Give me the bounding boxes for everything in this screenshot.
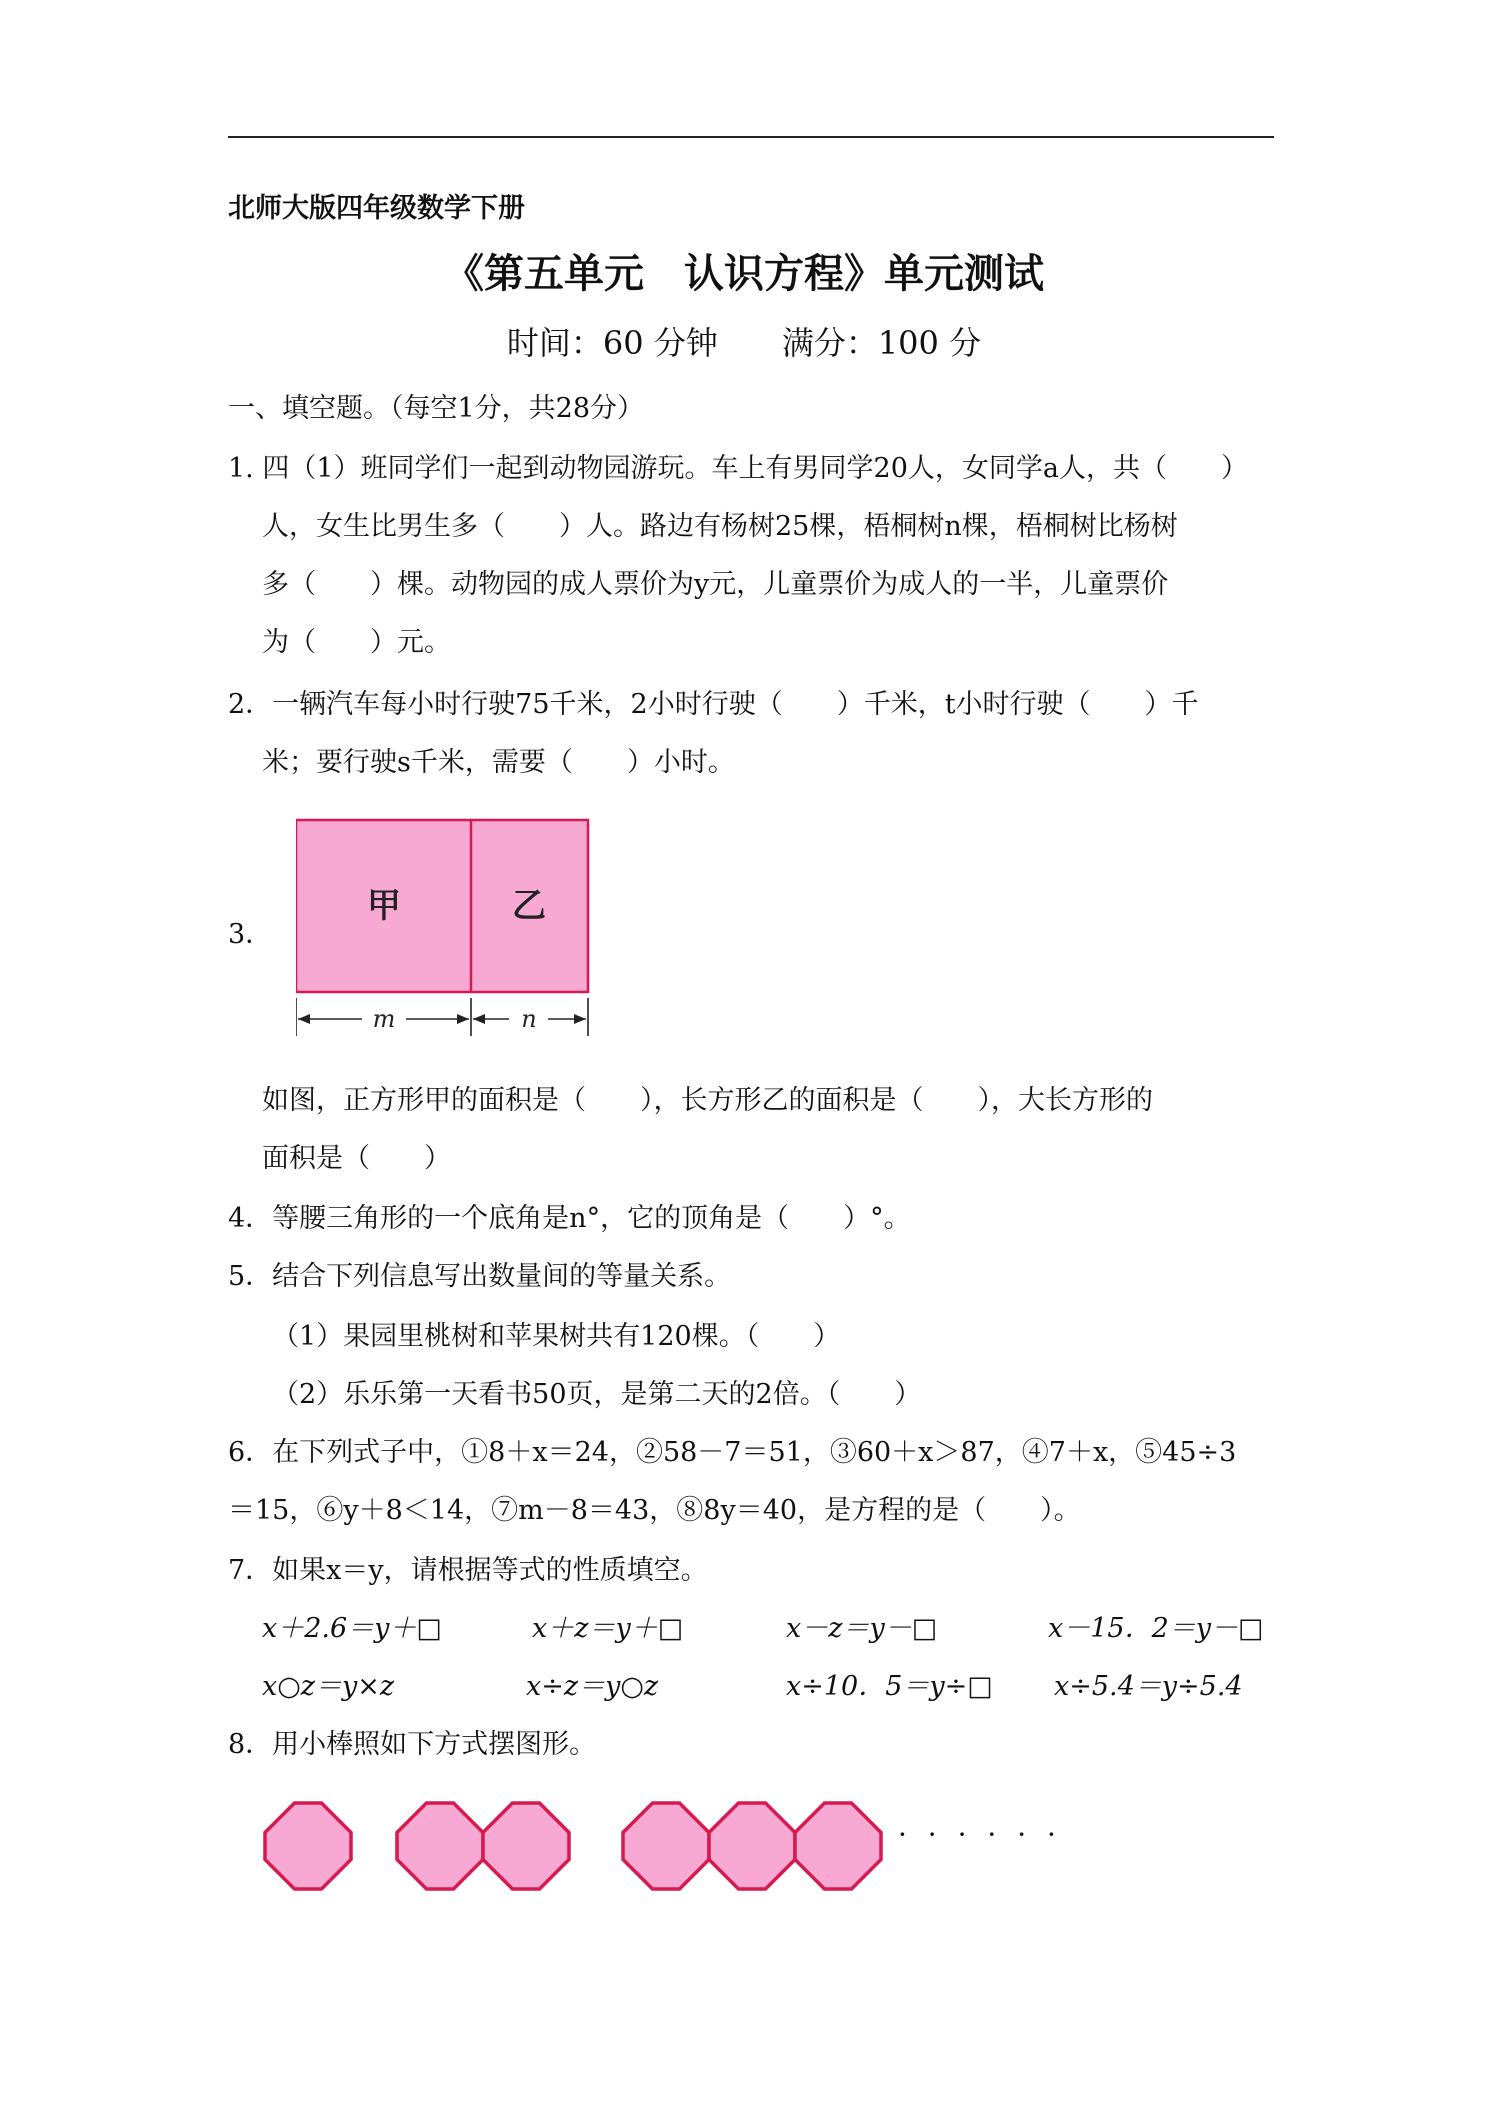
q3-label-yi: 乙: [512, 886, 546, 926]
q2-line-2: 米；要行驶s千米，需要（ ）小时。: [262, 747, 735, 778]
octagon-3: [483, 1803, 569, 1889]
q5-line: 5．结合下列信息写出数量间的等量关系。: [228, 1261, 732, 1292]
q7-line: 7．如果x＝y，请根据等式的性质填空。: [228, 1555, 708, 1586]
q3-line-2: 面积是（ ）: [262, 1143, 451, 1174]
q7-r1-c2: x＋z＝y＋□: [532, 1613, 684, 1644]
q8-line: 8．用小棒照如下方式摆图形。: [228, 1729, 597, 1760]
page-title: 《第五单元 认识方程》单元测试: [444, 251, 1044, 297]
q7-r2-c3: x÷10．5＝y÷□: [786, 1671, 993, 1702]
q3-line-1: 如图，正方形甲的面积是（ ），长方形乙的面积是（ ），大长方形的: [262, 1085, 1153, 1116]
q7-r1-c1: x＋2.6＝y＋□: [262, 1613, 442, 1644]
q3-label-jia: 甲: [367, 886, 401, 926]
octagon-5: [709, 1803, 795, 1889]
q2-line-1: 2．一辆汽车每小时行驶75千米，2小时行驶（ ）千米，t小时行驶（ ）千: [228, 689, 1199, 720]
q7-r2-c4: x÷5.4＝y÷5.4: [1054, 1671, 1243, 1702]
q3-figure: [296, 814, 596, 1048]
q1-line-2: 人，女生比男生多（ ）人。路边有杨树25棵，梧桐树n棵，梧桐树比杨树: [262, 511, 1178, 542]
q8-ellipsis: · · · · · ·: [898, 1818, 1062, 1851]
q3-dim-m: m: [372, 1005, 396, 1033]
q8-octagon-figure: [260, 1794, 1090, 1908]
q6-line-1: 6．在下列式子中，①8＋x＝24，②58－7＝51，③60＋x＞87，④7＋x，⑤45÷3: [228, 1437, 1237, 1468]
octagon-1: [265, 1803, 351, 1889]
top-rule: [228, 136, 1274, 138]
q7-r1-c4: x－15．2＝y－□: [1048, 1613, 1264, 1644]
q1-line-4: 为（ ）元。: [262, 627, 451, 658]
octagon-6: [795, 1803, 881, 1889]
q3-number: 3．: [228, 919, 273, 950]
q7-r1-c3: x－z＝y－□: [786, 1613, 938, 1644]
q5-sub-1: （1）果园里桃树和苹果树共有120棵。（ ）: [272, 1321, 841, 1352]
q1-line-3: 多（ ）棵。动物园的成人票价为y元，儿童票价为成人的一半，儿童票价: [262, 569, 1169, 600]
q5-sub-2: （2）乐乐第一天看书50页，是第二天的2倍。（ ）: [272, 1379, 922, 1410]
octagon-4: [623, 1803, 709, 1889]
doc-header: 北师大版四年级数学下册: [228, 193, 525, 224]
q6-line-2: ＝15，⑥y＋8＜14，⑦m－8＝43，⑧8y＝40，是方程的是（ ）。: [228, 1495, 1081, 1526]
q1-line-1: 1. 四（1）班同学们一起到动物园游玩。车上有男同学20人，女同学a人，共（ ）: [228, 453, 1248, 484]
octagon-2: [397, 1803, 483, 1889]
q7-r2-c2: x÷z＝y○z: [526, 1671, 659, 1702]
q7-r2-c1: x○z＝y×z: [262, 1671, 395, 1702]
page-subtitle: 时间：60 分钟 满分：100 分: [506, 324, 982, 362]
q3-dim-n: n: [521, 1005, 537, 1033]
section-heading: 一、填空题。（每空1分，共28分）: [228, 393, 645, 424]
q4-line: 4．等腰三角形的一个底角是n°，它的顶角是（ ）°。: [228, 1203, 911, 1234]
